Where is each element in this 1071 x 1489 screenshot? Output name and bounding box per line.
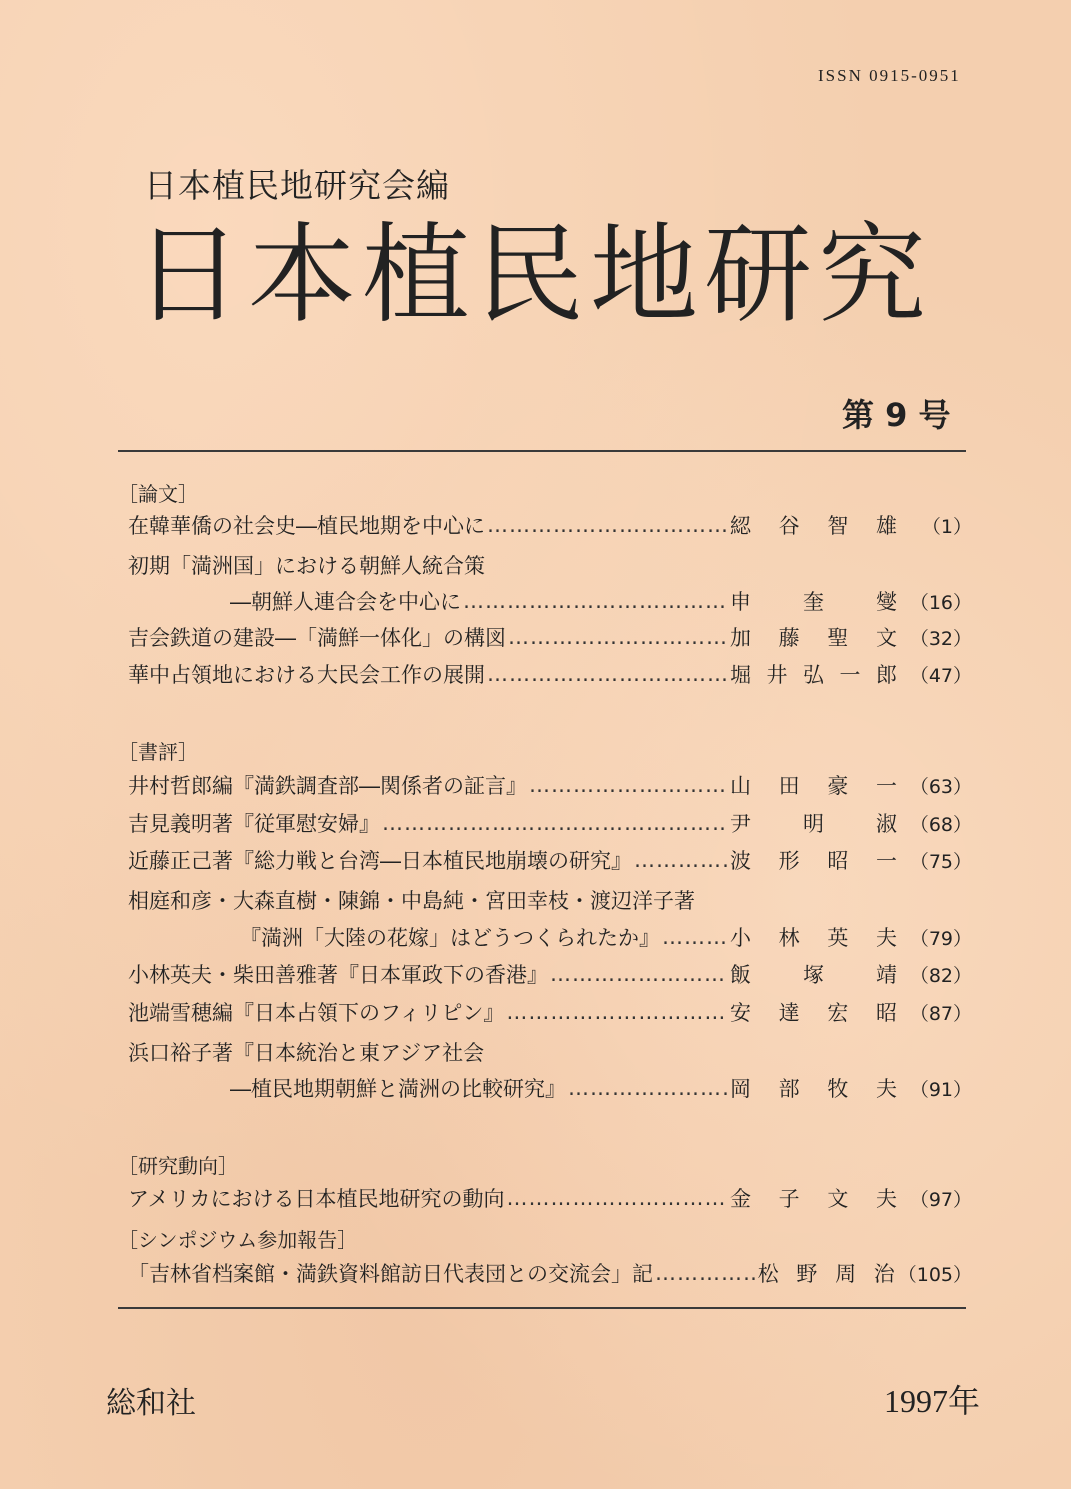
entry-page: （82）: [909, 964, 972, 987]
section-heading-trends: ［研究動向］: [118, 1154, 238, 1178]
entry-author: 松野周治: [757, 1262, 898, 1286]
journal-title: 日本植民地研究: [134, 213, 933, 338]
section-heading-articles: ［論文］: [118, 482, 198, 506]
dot-leader: [487, 662, 728, 686]
toc-entry: [128, 957, 972, 991]
entry-title: 吉見義明著『従軍慰安婦』: [128, 812, 380, 836]
entry-author: 申奎燮: [730, 590, 900, 614]
toc-entry: [128, 1181, 972, 1215]
toc-entry: [128, 843, 972, 877]
entry-title-line1: 浜口裕子著『日本統治と東アジア社会: [128, 1041, 485, 1065]
entry-author: 金子文夫: [730, 1187, 900, 1211]
toc-entry: [128, 508, 972, 542]
entry-author: 岡部牧夫: [730, 1077, 900, 1101]
dot-leader: [568, 1076, 728, 1100]
entry-title: 吉会鉄道の建設―「満鮮一体化」の構図: [128, 626, 506, 650]
entry-title: 華中占領地における大民会工作の展開: [128, 663, 485, 687]
toc-entry: [240, 920, 972, 954]
entry-title-line1: 初期「満洲国」における朝鮮人統合策: [128, 554, 485, 578]
dot-leader: [463, 589, 728, 613]
entry-author: 堀井弘一郎: [730, 663, 900, 687]
entry-page: （16）: [909, 591, 972, 614]
entry-title-line1: 相庭和彦・大森直樹・陳錦・中島純・宮田幸枝・渡辺洋子著: [128, 889, 695, 913]
dot-leader: [506, 1000, 728, 1024]
dot-leader: [382, 811, 728, 835]
toc-entry: [128, 995, 972, 1029]
toc-entry: [230, 584, 972, 618]
dot-leader: [662, 925, 728, 949]
entry-title: 近藤正己著『総力戦と台湾―日本植民地崩壊の研究』: [128, 849, 632, 873]
toc-entry: [128, 768, 972, 802]
issue-number: 第 9 号: [842, 396, 951, 434]
dot-leader: [487, 513, 728, 537]
top-divider: [118, 450, 966, 452]
dot-leader: [550, 962, 728, 986]
dot-leader: [529, 773, 728, 797]
entry-page: （87）: [909, 1002, 972, 1025]
entry-page: （1）: [921, 515, 972, 538]
entry-title: 井村哲郎編『満鉄調査部―関係者の証言』: [128, 774, 527, 798]
publication-year: 1997年: [884, 1383, 981, 1419]
dot-leader: [634, 848, 728, 872]
entry-author: 小林英夫: [730, 926, 900, 950]
dot-leader: [655, 1261, 756, 1285]
section-heading-symposium: ［シンポジウム参加報告］: [118, 1228, 358, 1252]
entry-page: （32）: [909, 627, 972, 650]
entry-title: 『満洲「大陸の花嫁」はどうつくられたか』: [240, 926, 660, 950]
entry-title: 池端雪穂編『日本占領下のフィリピン』: [128, 1001, 505, 1025]
entry-title: アメリカにおける日本植民地研究の動向: [128, 1187, 505, 1211]
toc-entry: [128, 806, 972, 840]
entry-title: 「吉林省档案館・満鉄資料館訪日代表団との交流会」記: [128, 1262, 653, 1286]
entry-title: ―植民地期朝鮮と満洲の比較研究』: [230, 1077, 566, 1101]
entry-page: （63）: [909, 775, 972, 798]
toc-entry: [128, 1256, 972, 1290]
entry-author: 安達宏昭: [730, 1001, 900, 1025]
entry-page: （47）: [909, 664, 972, 687]
dot-leader: [507, 1186, 728, 1210]
entry-page: （105）: [897, 1263, 972, 1286]
entry-page: （75）: [909, 850, 972, 873]
toc-entry: [128, 657, 972, 691]
entry-page: （68）: [909, 813, 972, 836]
entry-page: （79）: [909, 927, 972, 950]
entry-author: 山田豪一: [730, 774, 900, 798]
entry-author: 飯塚靖: [730, 963, 900, 987]
entry-author: 綛谷智雄: [730, 514, 900, 538]
dot-leader: [508, 625, 728, 649]
entry-title: 小林英夫・柴田善雅著『日本軍政下の香港』: [128, 963, 548, 987]
entry-title: 在韓華僑の社会史―植民地期を中心に: [128, 514, 485, 538]
section-heading-reviews: ［書評］: [118, 740, 198, 764]
entry-author: 加藤聖文: [730, 626, 900, 650]
entry-page: （91）: [909, 1078, 972, 1101]
toc-entry: [230, 1071, 972, 1105]
entry-page: （97）: [909, 1188, 972, 1211]
publisher-name: 総和社: [106, 1386, 196, 1421]
toc-entry: [128, 620, 972, 654]
entry-author: 尹明淑: [730, 812, 900, 836]
entry-author: 波形昭一: [730, 849, 900, 873]
editor-credit: 日本植民地研究会編: [144, 166, 450, 205]
issn-number: ISSN 0915-0951: [818, 66, 961, 85]
entry-title: ―朝鮮人連合会を中心に: [230, 590, 461, 614]
bottom-divider: [118, 1307, 966, 1309]
